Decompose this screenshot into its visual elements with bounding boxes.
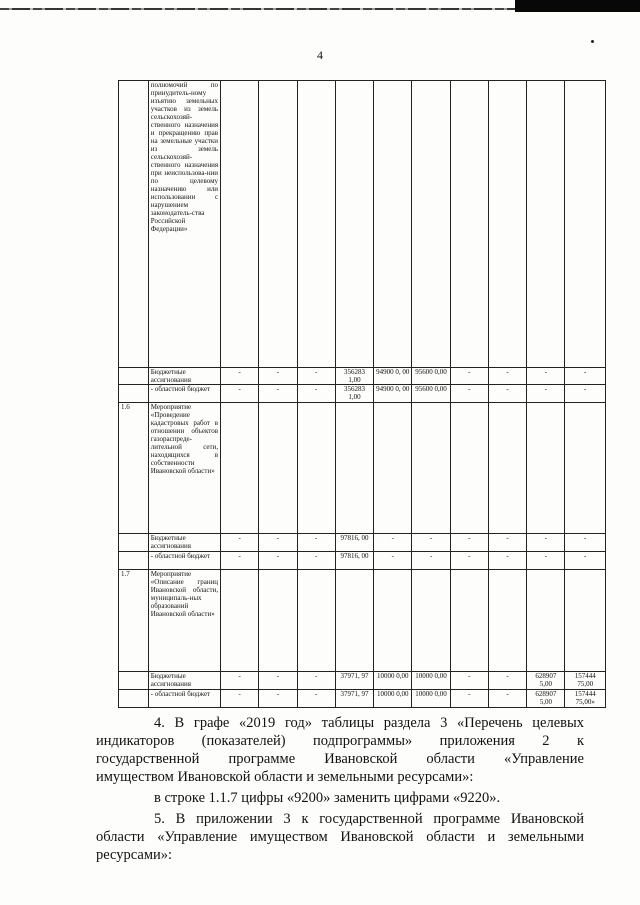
scan-artifact-line — [0, 8, 515, 10]
scan-speck — [591, 40, 594, 43]
table-cell: - — [412, 552, 450, 570]
measure-description: Мероприятие «Проведение кадастровых работ в отношении объектов газораспреде-лительной сети, находящихся в собственности Ивановской области» — [148, 403, 220, 534]
table-cell: - — [488, 368, 526, 385]
row-label: Бюджетные ассигнования — [148, 672, 220, 690]
item-number: 1.7 — [119, 570, 149, 672]
table-cell: - — [297, 368, 335, 385]
paragraph-5-line: области «Управление имуществом Ивановской области и земельными — [96, 829, 584, 845]
table-cell: - — [259, 690, 297, 708]
table-cell: - — [259, 534, 297, 552]
table-cell: - — [221, 385, 259, 403]
table-cell: - — [527, 534, 565, 552]
row-label: Бюджетные ассигнования — [148, 368, 220, 385]
table-cell: - — [488, 385, 526, 403]
budget-table — [118, 80, 606, 708]
table-cell: - — [527, 368, 565, 385]
measure-description: Мероприятие «Описание границ Ивановской области, муниципаль-ных образований Ивановской области» — [148, 570, 220, 672]
table-row — [119, 368, 606, 385]
row-label: - областной бюджет — [148, 690, 220, 708]
table-cell: - — [527, 552, 565, 570]
table-row — [119, 403, 606, 534]
table-cell: - — [374, 552, 412, 570]
table-cell: 97816, 00 — [335, 552, 373, 570]
table-cell: - — [297, 672, 335, 690]
table-cell: - — [527, 385, 565, 403]
table-cell: - — [221, 534, 259, 552]
table-cell: - — [488, 690, 526, 708]
table-row — [119, 385, 606, 403]
table-cell: 95600 0,00 — [412, 368, 450, 385]
table-cell: - — [297, 690, 335, 708]
table-cell: 157444 75,00» — [565, 690, 606, 708]
table-cell: - — [221, 672, 259, 690]
table-cell: - — [565, 385, 606, 403]
table-cell: - — [259, 552, 297, 570]
table-row — [119, 552, 606, 570]
table-cell: 97816, 00 — [335, 534, 373, 552]
table-cell: - — [488, 672, 526, 690]
table-cell: 356283 1,00 — [335, 368, 373, 385]
table-cell: - — [450, 368, 488, 385]
table-cell: 37971, 97 — [335, 690, 373, 708]
paragraph-5-line: ресурсами»: — [96, 847, 173, 863]
table-cell: 10000 0,00 — [412, 690, 450, 708]
table-cell: 10000 0,00 — [374, 672, 412, 690]
table-cell: - — [221, 552, 259, 570]
table-cell: 157444 75,00 — [565, 672, 606, 690]
row-label: - областной бюджет — [148, 552, 220, 570]
scan-artifact-block — [515, 0, 640, 12]
table-cell: - — [221, 690, 259, 708]
table-cell: - — [374, 534, 412, 552]
table-cell: - — [259, 385, 297, 403]
page-number: 4 — [317, 48, 323, 62]
table-cell: - — [565, 368, 606, 385]
table-cell: - — [450, 385, 488, 403]
paragraph-4-line: индикаторов (показателей) подпрограммы» приложения 2 к — [96, 733, 584, 749]
table-cell: - — [450, 690, 488, 708]
table-row — [119, 690, 606, 708]
table-cell: 95600 0,00 — [412, 385, 450, 403]
paragraph-4-line: имуществом Ивановской области и земельными ресурсами»: — [96, 769, 474, 785]
table-cell: - — [221, 368, 259, 385]
table-row — [119, 81, 606, 368]
table-row — [119, 672, 606, 690]
table-cell: - — [488, 552, 526, 570]
table-cell: - — [259, 672, 297, 690]
table-row — [119, 534, 606, 552]
table-cell: - — [488, 534, 526, 552]
table-cell: 94900 0, 00 — [374, 368, 412, 385]
measure-description: полномочий по принудитель-ному изъятию земельных участков из земель сельскохозяй-ственного назначения и прекращению прав на земельные участки из земель сельскохозяй-ственного назначения при неиспользова-нии по целевому назначению или использовании с нарушением законодатель-ства Российской Федерации» — [148, 81, 220, 368]
table-cell: - — [412, 534, 450, 552]
table-cell: - — [450, 534, 488, 552]
table-cell: - — [297, 385, 335, 403]
amendment-text — [96, 714, 584, 864]
item-number: 1.6 — [119, 403, 149, 534]
table-cell: - — [565, 534, 606, 552]
table-cell: - — [565, 552, 606, 570]
table-cell: 94900 0, 00 — [374, 385, 412, 403]
table-cell: - — [259, 368, 297, 385]
table-cell: 10000 0,00 — [374, 690, 412, 708]
paragraph-4-line: государственной программе Ивановской области «Управление — [96, 751, 584, 767]
table-cell: - — [297, 534, 335, 552]
paragraph-4-line: 4. В графе «2019 год» таблицы раздела 3 «Перечень целевых — [154, 715, 584, 731]
table-cell: 37971, 97 — [335, 672, 373, 690]
table-cell: 356283 1,00 — [335, 385, 373, 403]
paragraph-5-line: 5. В приложении 3 к государственной программе Ивановской — [154, 811, 584, 827]
table-cell: - — [450, 672, 488, 690]
table-cell: - — [297, 552, 335, 570]
paragraph-4-subitem: в строке 1.1.7 цифры «9200» заменить цифрами «9220». — [154, 790, 501, 806]
table-cell: 628907 5,00 — [527, 690, 565, 708]
table-cell: 628907 5,00 — [527, 672, 565, 690]
table-cell: - — [450, 552, 488, 570]
table-cell: 10000 0,00 — [412, 672, 450, 690]
table-row — [119, 570, 606, 672]
row-label: - областной бюджет — [148, 385, 220, 403]
row-label: Бюджетные ассигнования — [148, 534, 220, 552]
